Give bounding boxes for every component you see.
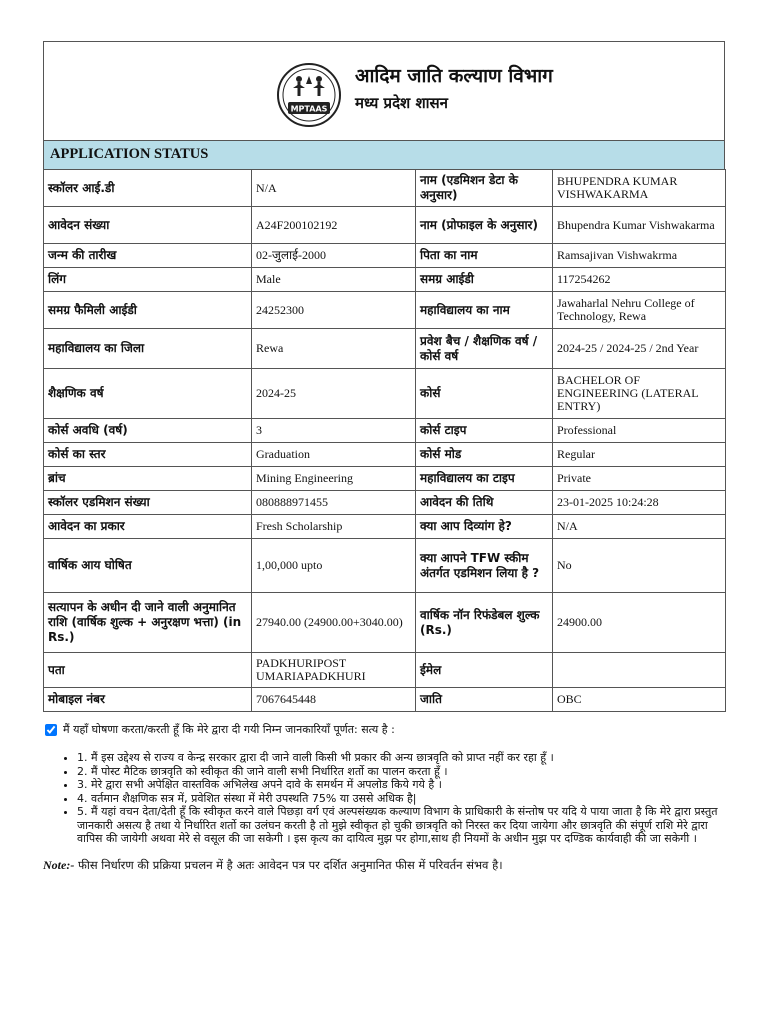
field-label: महाविद्यालय का जिला (44, 329, 252, 369)
table-row (44, 467, 726, 491)
field-label: जाति (416, 688, 553, 712)
declaration-list (43, 751, 725, 846)
declaration-item: • 4. वर्तमान शैक्षणिक सत्र में, प्रवेशित संस्था में मेरी उपस्थति 75% या उससे अधिक है| (77, 792, 725, 806)
field-value: 2024-25 / 2024-25 / 2nd Year (553, 329, 726, 369)
field-value: 24900.00 (553, 593, 726, 653)
field-value: 24252300 (252, 292, 416, 329)
page-header (44, 42, 724, 140)
org-title: आदिम जाति कल्याण विभाग (355, 65, 553, 87)
note-label: Note:- (43, 857, 75, 872)
field-value: N/A (252, 170, 416, 207)
field-label: क्या आप दिव्यांग हे? (416, 515, 553, 539)
field-label: सत्यापन के अधीन दी जाने वाली अनुमानित राशि (वार्षिक शुल्क + अनुरक्षण भत्ता) (in Rs.) (44, 593, 252, 653)
table-row (44, 593, 726, 653)
field-value: Rewa (252, 329, 416, 369)
org-subtitle: मध्य प्रदेश शासन (355, 94, 449, 112)
field-label: महाविद्यालय का नाम (416, 292, 553, 329)
field-value: 117254262 (553, 268, 726, 292)
field-value: Mining Engineering (252, 467, 416, 491)
field-value: Bhupendra Kumar Vishwakarma (553, 207, 726, 244)
field-value: Graduation (252, 443, 416, 467)
declaration-intro: मैं यहाँ घोषणा करता/करती हूँ कि मेरे द्वारा दी गयी निम्न जानकारियाँ पूर्णत: सत्य है : (63, 723, 395, 736)
field-label: ब्रांच (44, 467, 252, 491)
table-row (44, 491, 726, 515)
table-row (44, 170, 726, 207)
field-value: PADKHURIPOST UMARIAPADKHURI (252, 653, 416, 688)
table-row (44, 292, 726, 329)
logo-text: MPTAAS (290, 104, 328, 114)
department-logo-icon (276, 62, 342, 128)
field-value: 7067645448 (252, 688, 416, 712)
table-row (44, 653, 726, 688)
application-page (43, 41, 725, 873)
table-row (44, 539, 726, 593)
field-value: BACHELOR OF ENGINEERING (LATERAL ENTRY) (553, 369, 726, 419)
field-label: क्या आपने TFW स्कीम अंतर्गत एडमिशन लिया है ? (416, 539, 553, 593)
field-value: 27940.00 (24900.00+3040.00) (252, 593, 416, 653)
field-label: स्कॉलर एडमिशन संख्या (44, 491, 252, 515)
field-value: 23-01-2025 10:24:28 (553, 491, 726, 515)
field-label: वार्षिक नॉन रिफंडेबल शुल्क (Rs.) (416, 593, 553, 653)
fee-note (43, 858, 725, 873)
declaration-item: • 2. मैं पोस्ट मैटिक छात्रवृति को स्वीकृत की जाने वाली सभी निर्धारित शर्तो का पालन करता हूँ । (77, 765, 725, 779)
field-label: आवेदन की तिथि (416, 491, 553, 515)
field-label: नाम (एडमिशन डेटा के अनुसार) (416, 170, 553, 207)
field-label: पिता का नाम (416, 244, 553, 268)
field-label: समग्र फैमिली आईडी (44, 292, 252, 329)
field-label: मोबाइल नंबर (44, 688, 252, 712)
field-value: Male (252, 268, 416, 292)
field-label: कोर्स टाइप (416, 419, 553, 443)
note-text: फीस निर्धारण की प्रक्रिया प्रचलन में है अतः आवेदन पत्र पर दर्शित अनुमानित फीस में परिवर्तन संभव है। (77, 857, 503, 872)
field-value: No (553, 539, 726, 593)
table-row (44, 688, 726, 712)
declaration-section (43, 722, 725, 846)
field-value: OBC (553, 688, 726, 712)
field-label: आवेदन संख्या (44, 207, 252, 244)
field-value (553, 653, 726, 688)
table-row (44, 419, 726, 443)
application-details-table (43, 169, 726, 712)
field-value: 080888971455 (252, 491, 416, 515)
field-label: कोर्स मोड (416, 443, 553, 467)
field-label: कोर्स का स्तर (44, 443, 252, 467)
field-label: कोर्स अवधि (वर्ष) (44, 419, 252, 443)
field-value: N/A (553, 515, 726, 539)
field-label: समग्र आईडी (416, 268, 553, 292)
field-value: Ramsajivan Vishwakrma (553, 244, 726, 268)
table-row (44, 207, 726, 244)
field-label: प्रवेश बैच / शैक्षणिक वर्ष / कोर्स वर्ष (416, 329, 553, 369)
field-value: A24F200102192 (252, 207, 416, 244)
field-value: BHUPENDRA KUMAR VISHWAKARMA (553, 170, 726, 207)
table-row (44, 515, 726, 539)
application-frame (43, 41, 725, 170)
field-label: वार्षिक आय घोषित (44, 539, 252, 593)
declaration-checkbox[interactable] (45, 724, 57, 736)
field-label: जन्म की तारीख (44, 244, 252, 268)
field-value: Regular (553, 443, 726, 467)
declaration-item: • 1. मैं इस उद्देश्य से राज्य व केन्द्र सरकार द्वारा दी जाने वाली किसी भी प्रकार की अन्य छात्रवृति को प्राप्त नहीं कर रहा हूँ । (77, 751, 725, 765)
field-label: महाविद्यालय का टाइप (416, 467, 553, 491)
table-row (44, 443, 726, 467)
field-value: Professional (553, 419, 726, 443)
field-label: कोर्स (416, 369, 553, 419)
field-value: 3 (252, 419, 416, 443)
field-value: Private (553, 467, 726, 491)
status-title: APPLICATION STATUS (44, 140, 724, 169)
field-value: 02-जुलाई-2000 (252, 244, 416, 268)
field-label: शैक्षणिक वर्ष (44, 369, 252, 419)
field-label: लिंग (44, 268, 252, 292)
field-label: स्कॉलर आई.डी (44, 170, 252, 207)
table-row (44, 369, 726, 419)
field-label: नाम (प्रोफाइल के अनुसार) (416, 207, 553, 244)
field-label: ईमेल (416, 653, 553, 688)
table-row (44, 244, 726, 268)
field-value: 2024-25 (252, 369, 416, 419)
field-value: 1,00,000 upto (252, 539, 416, 593)
field-label: पता (44, 653, 252, 688)
table-row (44, 268, 726, 292)
field-value: Jawaharlal Nehru College of Technology, Rewa (553, 292, 726, 329)
table-row (44, 329, 726, 369)
field-value: Fresh Scholarship (252, 515, 416, 539)
declaration-item: • 5. मैं यहां वचन देता/देती हूँ कि स्वीकृत करने वाले पिछड़ा वर्ग एवं अल्पसंख्यक कल्याण विभाग के प्राधिकारी के संन्तोष पर यदि ये पाया जाता है कि मेरे द्वारा प्रस्तुत जानकारी असत्य है तथा ये निर्धारित शर्तो का उलंघन करती है तो मुझे स्वीकृत हो चुकी छात्रवृति को निरस्त कर दिया जायेगा और छात्रवृति की संपूर्ण राशि मेरे द्वारा वापिस की जायेगी अथवा मेरे से वसूल की जा सकेगी । इस कृत्य का दायित्व मुझ पर होगा,साथ ही नियमों के अधीन मुझ पर दण्डिक कार्यवाही की जा सकेगी । (77, 805, 725, 846)
declaration-item: • 3. मेरे द्वारा सभी अपेक्षित वास्तविक अभिलेख अपने दावे के समर्थन में अपलोड किये गये है । (77, 778, 725, 792)
field-label: आवेदन का प्रकार (44, 515, 252, 539)
